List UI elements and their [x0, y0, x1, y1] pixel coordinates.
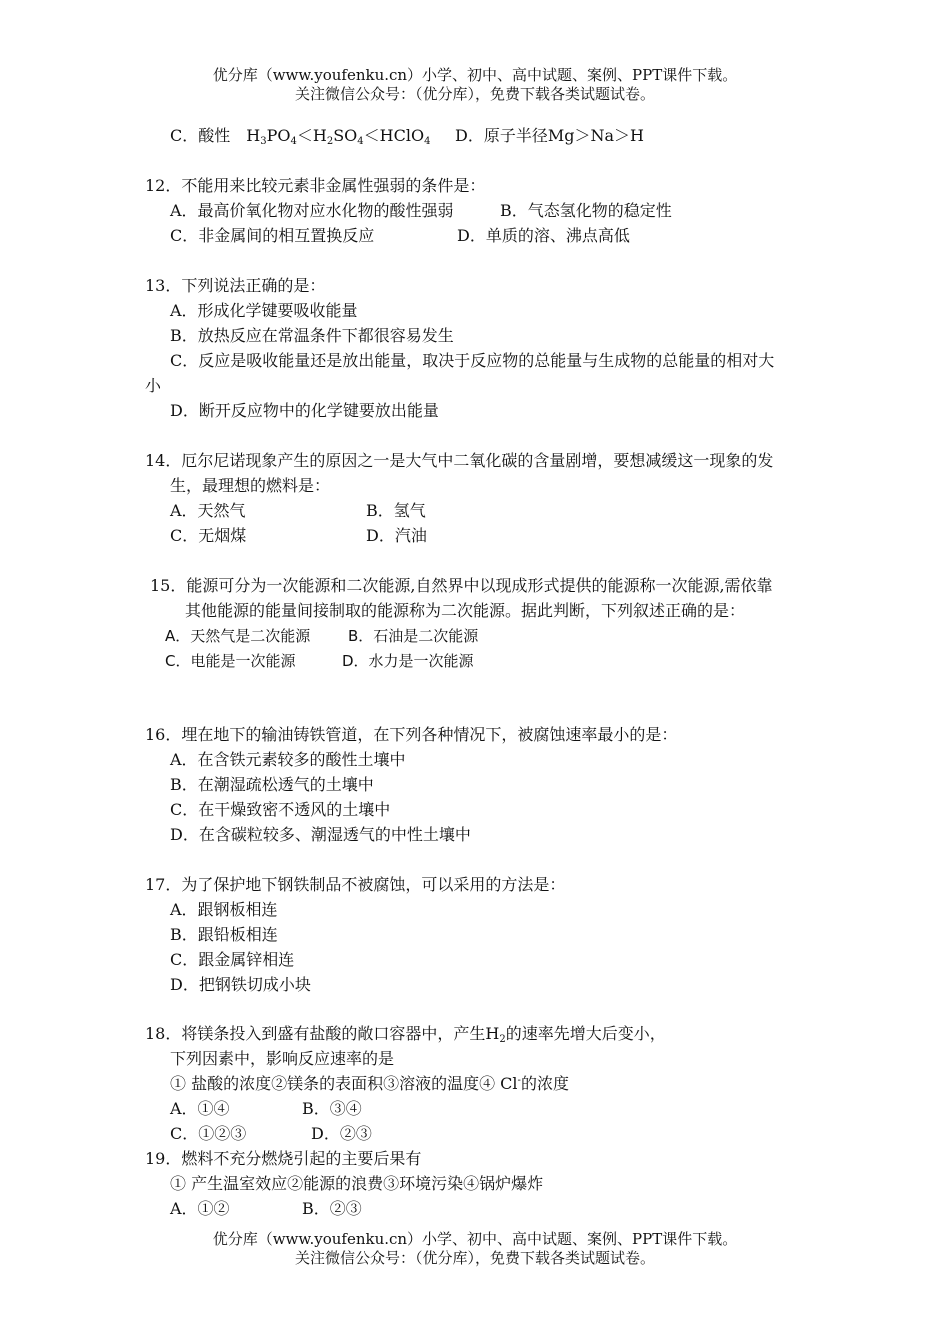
- q15-option-b: B．石油是二次能源: [348, 627, 479, 645]
- q18-option-b: B．③④: [302, 1099, 362, 1118]
- q16-option-c: C．在干燥致密不透风的土壤中: [170, 800, 391, 819]
- q18-option-c: C．①②③: [170, 1124, 247, 1143]
- q18-stem-cont: 下列因素中，影响反应速率的是: [170, 1049, 395, 1068]
- q12-option-b: B．气态氢化物的稳定性: [500, 201, 672, 220]
- q12-option-c: C．非金属间的相互置换反应: [170, 226, 375, 245]
- q14-option-b: B．氢气: [366, 501, 426, 520]
- q14-option-c: C．无烟煤: [170, 526, 247, 545]
- q12-option-d: D．单质的溶、沸点高低: [457, 226, 630, 245]
- q16-option-a: A．在含铁元素较多的酸性土壤中: [170, 750, 406, 769]
- q17-stem: 17．为了保护地下钢铁制品不被腐蚀，可以采用的方法是：: [145, 875, 566, 894]
- footer-line-1: 优分库（www.youfenku.cn）小学、初中、高中试题、案例、PPT课件下载。: [212, 1230, 738, 1248]
- q11-option-d: D．原子半径Mg＞Na＞H: [455, 126, 644, 145]
- header-line-2: 关注微信公众号：（优分库），免费下载各类试题试卷。: [294, 85, 655, 103]
- q12-option-a: A．最高价氧化物对应水化物的酸性强弱: [170, 201, 454, 220]
- q13-option-b: B．放热反应在常温条件下都很容易发生: [170, 326, 454, 345]
- page-footer: [0, 1230, 950, 1268]
- q11-option-c: C．酸性 $H_3PO_4<H_2SO_4<HClO_4$: [170, 126, 431, 147]
- q16-stem: 16．埋在地下的输油铸铁管道，在下列各种情况下，被腐蚀速率最小的是：: [145, 725, 678, 744]
- footer-line-2: 关注微信公众号：（优分库），免费下载各类试题试卷。: [294, 1249, 655, 1267]
- q15-option-a: A．天然气是二次能源: [165, 627, 311, 645]
- q13-option-c-cont: 小: [145, 376, 162, 395]
- q18-stem: 18．将镁条投入到盛有盐酸的敞口容器中，产生$H_2$的速率先增大后变小，: [145, 1024, 666, 1045]
- q19-option-a: A．①②: [170, 1199, 230, 1218]
- q15-stem-cont: 其他能源的能量间接制取的能源称为二次能源。据此判断，下列叙述正确的是：: [185, 601, 746, 620]
- q17-option-a: A．跟钢板相连: [170, 900, 278, 919]
- q14-stem-cont: 生，最理想的燃料是：: [170, 476, 331, 495]
- q13-option-c: C．反应是吸收能量还是放出能量，取决于反应物的总能量与生成物的总能量的相对大: [170, 351, 775, 370]
- q17-option-c: C．跟金属锌相连: [170, 950, 295, 969]
- q17-option-b: B．跟铅板相连: [170, 925, 278, 944]
- q16-option-b: B．在潮湿疏松透气的土壤中: [170, 775, 374, 794]
- q12-stem: 12．不能用来比较元素非金属性强弱的条件是：: [145, 176, 486, 195]
- q13-stem: 13．下列说法正确的是：: [145, 276, 326, 295]
- q18-option-d: D．②③: [311, 1124, 372, 1143]
- q15-stem: 15．能源可分为一次能源和二次能源,自然界中以现成形式提供的能源称一次能源,需依靠: [150, 576, 773, 595]
- q14-option-d: D．汽油: [366, 526, 427, 545]
- q19-option-b: B．②③: [302, 1199, 362, 1218]
- q17-option-d: D．把钢铁切成小块: [170, 975, 311, 994]
- q18-option-a: A．①④: [170, 1099, 230, 1118]
- q16-option-d: D．在含碳粒较多、潮湿透气的中性土壤中: [170, 825, 471, 844]
- q14-stem: 14．厄尔尼诺现象产生的原因之一是大气中二氧化碳的含量剧增，要想减缓这一现象的发: [145, 451, 774, 470]
- page-header: [0, 66, 950, 104]
- q15-option-c: C．电能是一次能源: [165, 652, 296, 670]
- q19-stem: 19．燃料不充分燃烧引起的主要后果有: [145, 1149, 422, 1168]
- q14-option-a: A．天然气: [170, 501, 246, 520]
- q13-option-d: D．断开反应物中的化学键要放出能量: [170, 401, 439, 420]
- q15-option-d: D．水力是一次能源: [342, 652, 474, 670]
- q13-option-a: A．形成化学键要吸收能量: [170, 301, 358, 320]
- q18-factors: ① 盐酸的浓度②镁条的表面积③溶液的温度④ Cl-的浓度: [170, 1074, 569, 1093]
- header-line-1: 优分库（www.youfenku.cn）小学、初中、高中试题、案例、PPT课件下载。: [212, 66, 738, 84]
- q19-factors: ① 产生温室效应②能源的浪费③环境污染④锅炉爆炸: [170, 1174, 544, 1193]
